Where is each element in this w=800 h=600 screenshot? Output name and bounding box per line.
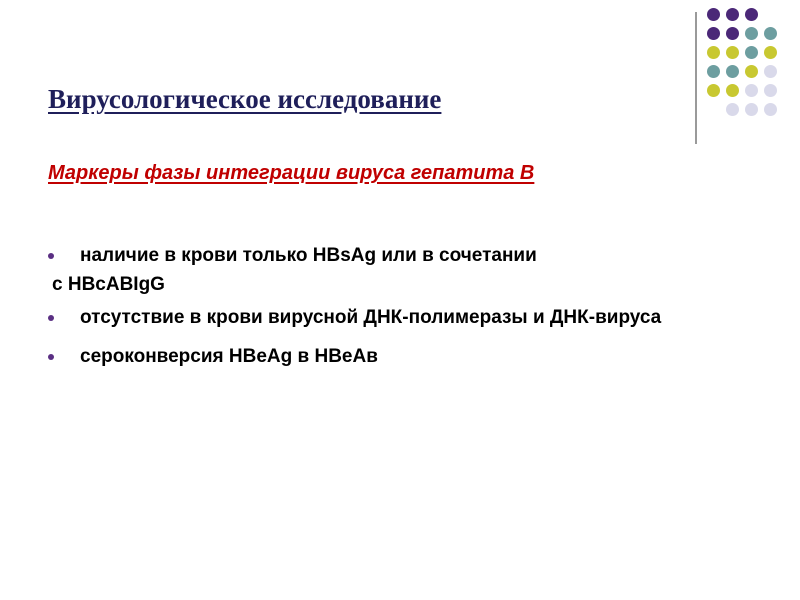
decorative-dot: [764, 103, 777, 116]
decorative-dot: [764, 27, 777, 40]
list-item-text: наличие в крови только HBsAg или в сочетании: [80, 245, 537, 266]
decorative-dot: [726, 103, 739, 116]
decorative-dot: [707, 46, 720, 59]
list-item: [48, 304, 768, 331]
list-item-text: сероконверсия HBeAg в HBeAв: [80, 346, 378, 367]
decorative-dot: [745, 103, 758, 116]
decorative-dot: [726, 65, 739, 78]
decorative-dot: [764, 65, 777, 78]
decorative-dot: [726, 27, 739, 40]
decorative-dot: [707, 103, 720, 116]
list-item: [48, 242, 768, 269]
decorative-dot: [745, 65, 758, 78]
slide-subtitle: Маркеры фазы интеграции вируса гепатита В: [48, 162, 535, 184]
decorative-dot: [764, 84, 777, 97]
decorative-dot: [745, 27, 758, 40]
bullet-icon: [48, 253, 54, 259]
decorative-dot: [726, 46, 739, 59]
decorative-dot: [764, 8, 777, 21]
list-item-text: с HBcABIgG: [52, 274, 165, 295]
decorative-dot: [726, 84, 739, 97]
decorative-dot: [707, 84, 720, 97]
decorative-dot: [707, 8, 720, 21]
list-item-text: отсутствие в крови вирусной ДНК-полимеразы и ДНК-вируса: [80, 307, 662, 328]
decorative-dot: [764, 46, 777, 59]
vertical-divider: [695, 12, 697, 144]
decorative-dot: [745, 46, 758, 59]
slide-title: Вирусологическое исследование: [48, 84, 442, 114]
decorative-dot: [707, 65, 720, 78]
decorative-dot: [745, 8, 758, 21]
decorative-dot-grid: [707, 8, 777, 116]
bullet-icon: [48, 354, 54, 360]
list-item: [48, 343, 768, 370]
decorative-dot: [707, 27, 720, 40]
bullet-list: [48, 242, 768, 370]
decorative-dot: [726, 8, 739, 21]
bullet-icon: [48, 315, 54, 321]
decorative-dot: [745, 84, 758, 97]
list-item-continuation: [48, 271, 768, 298]
